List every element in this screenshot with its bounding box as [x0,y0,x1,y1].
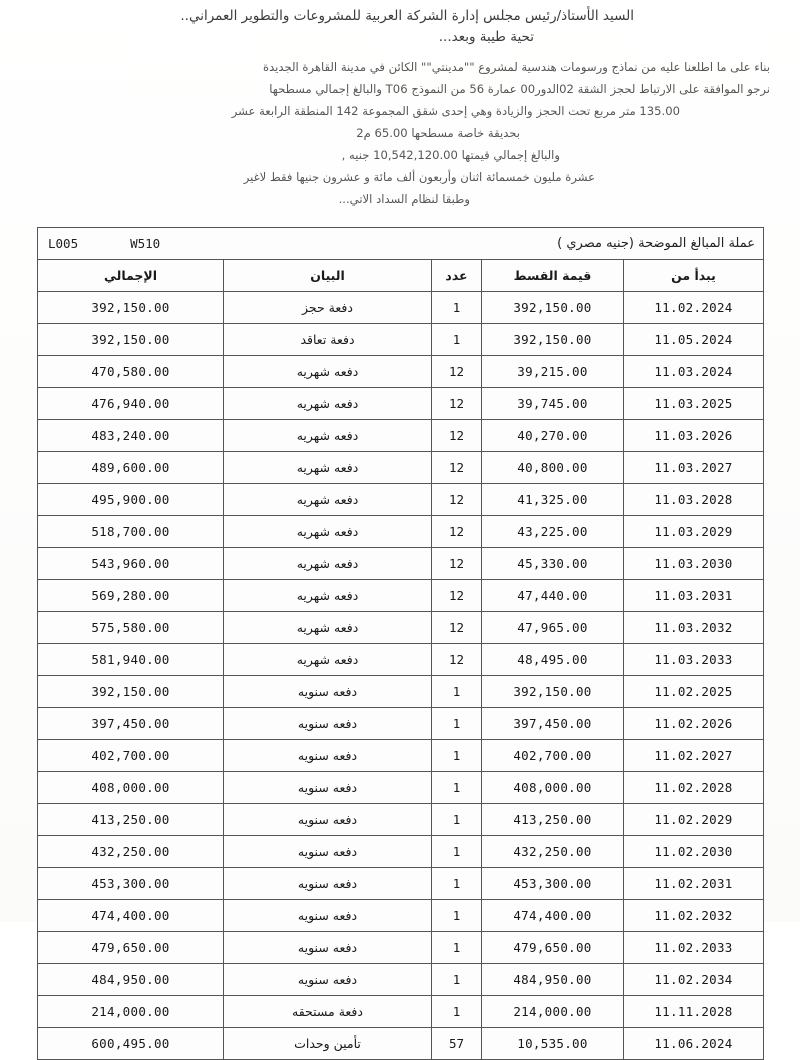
table-row [38,292,764,324]
table-row [38,868,764,900]
cell-total: 483,240.00 [38,420,224,452]
cell-date: 11.03.2025 [624,388,764,420]
letter-body [26,56,770,210]
currency-note: عملة المبالغ الموضحة (جنيه مصري ) [557,236,755,251]
cell-count: 1 [432,676,482,708]
cell-count: 1 [432,804,482,836]
column-header-date: يبدأ من [624,260,764,292]
payment-rows [38,292,764,1060]
cell-total: 575,580.00 [38,612,224,644]
cell-date: 11.02.2026 [624,708,764,740]
cell-installment: 479,650.00 [482,932,624,964]
body-line-7: وطبقا لنظام السداد الاتي... [338,192,470,206]
cell-installment: 47,440.00 [482,580,624,612]
cell-installment: 47,965.00 [482,612,624,644]
body-line-4: بحديقة خاصة مسطحها 65.00 م2 [356,126,520,140]
table-row [38,420,764,452]
cell-count: 12 [432,644,482,676]
cell-date: 11.02.2034 [624,964,764,996]
cell-description: دفعه شهريه [224,580,432,612]
greeting-line: تحية طيبة وبعد... [438,29,534,45]
cell-description: دفعه سنويه [224,772,432,804]
cell-date: 11.03.2026 [624,420,764,452]
cell-total: 453,300.00 [38,868,224,900]
cell-description: دفعه شهريه [224,356,432,388]
cell-count: 12 [432,580,482,612]
cell-date: 11.02.2030 [624,836,764,868]
cell-date: 11.03.2030 [624,548,764,580]
cell-description: دفعه شهريه [224,644,432,676]
table-row [38,964,764,996]
recipient-line: السيد الأستاذ/رئيس مجلس إدارة الشركة العربية للمشروعات والتطوير العمراني.. [180,8,634,24]
cell-total: 476,940.00 [38,388,224,420]
currency-header-cell [38,228,764,260]
cell-installment: 392,150.00 [482,676,624,708]
cell-count: 12 [432,356,482,388]
table-row [38,996,764,1028]
table-row [38,356,764,388]
cell-description: دفعه شهريه [224,420,432,452]
cell-date: 11.03.2028 [624,484,764,516]
cell-count: 12 [432,452,482,484]
column-header-row [38,260,764,292]
cell-description: دفعه سنويه [224,932,432,964]
cell-description: دفعه سنويه [224,804,432,836]
cell-date: 11.03.2031 [624,580,764,612]
code-secondary: L005 [48,236,79,251]
cell-count: 1 [432,292,482,324]
cell-installment: 392,150.00 [482,324,624,356]
cell-date: 11.02.2028 [624,772,764,804]
table-row [38,612,764,644]
cell-count: 1 [432,932,482,964]
cell-description: دفعه شهريه [224,484,432,516]
cell-total: 402,700.00 [38,740,224,772]
letter-header [28,6,764,48]
cell-description: دفعه شهريه [224,516,432,548]
cell-installment: 392,150.00 [482,292,624,324]
cell-total: 214,000.00 [38,996,224,1028]
table-row [38,548,764,580]
cell-count: 1 [432,836,482,868]
cell-total: 543,960.00 [38,548,224,580]
cell-total: 470,580.00 [38,356,224,388]
page-footer-ghost [10,906,790,920]
cell-total: 489,600.00 [38,452,224,484]
cell-description: دفعه سنويه [224,964,432,996]
table-row [38,452,764,484]
payment-schedule-table-wrap [38,227,764,1060]
unit-codes [48,236,250,251]
cell-date: 11.03.2033 [624,644,764,676]
table-row [38,836,764,868]
cell-total: 581,940.00 [38,644,224,676]
cell-count: 12 [432,388,482,420]
cell-count: 12 [432,516,482,548]
table-row [38,580,764,612]
cell-total: 408,000.00 [38,772,224,804]
cell-installment: 48,495.00 [482,644,624,676]
cell-installment: 39,745.00 [482,388,624,420]
cell-description: دفعه سنويه [224,740,432,772]
cell-count: 57 [432,1028,482,1060]
cell-installment: 484,950.00 [482,964,624,996]
payment-schedule-table [37,227,764,1060]
table-row [38,676,764,708]
cell-total: 484,950.00 [38,964,224,996]
cell-count: 1 [432,772,482,804]
cell-total: 413,250.00 [38,804,224,836]
body-line-6: عشرة مليون خمسمائة اثنان وأربعون ألف مائة و عشرون جنيها فقط لاغير [243,170,595,184]
cell-date: 11.06.2024 [624,1028,764,1060]
cell-installment: 43,225.00 [482,516,624,548]
body-line-1: بناء على ما اطلعنا عليه من نماذج ورسومات هندسية لمشروع ""مدينتي"" الكائن في مدينة القاهرة الجديدة [263,60,770,74]
cell-total: 392,150.00 [38,324,224,356]
cell-installment: 402,700.00 [482,740,624,772]
cell-count: 1 [432,900,482,932]
cell-installment: 214,000.00 [482,996,624,1028]
cell-date: 11.05.2024 [624,324,764,356]
cell-installment: 41,325.00 [482,484,624,516]
cell-date: 11.02.2025 [624,676,764,708]
currency-header-row [38,228,764,260]
table-row [38,644,764,676]
cell-date: 11.02.2031 [624,868,764,900]
cell-installment: 432,250.00 [482,836,624,868]
cell-description: دفعه سنويه [224,836,432,868]
cell-installment: 453,300.00 [482,868,624,900]
cell-count: 1 [432,740,482,772]
table-row [38,804,764,836]
cell-date: 11.02.2029 [624,804,764,836]
body-line-3: 135.00 متر مربع تحت الحجز والزيادة وهي إحدى شقق المجموعة 142 المنطقة الرابعة عشر [231,104,680,118]
cell-installment: 40,270.00 [482,420,624,452]
cell-date: 11.03.2027 [624,452,764,484]
cell-description: دفعه سنويه [224,868,432,900]
cell-description: دفعة مستحقه [224,996,432,1028]
table-row [38,484,764,516]
cell-installment: 39,215.00 [482,356,624,388]
cell-description: دفعة حجز [224,292,432,324]
cell-count: 12 [432,484,482,516]
cell-count: 1 [432,324,482,356]
cell-total: 392,150.00 [38,292,224,324]
body-line-2: نرجو الموافقة على الارتباط لحجز الشقة 02الدور00 عمارة 56 من النموذج T06 والبالغ إجمالي مسطحها [269,82,770,96]
cell-date: 11.03.2029 [624,516,764,548]
table-row [38,708,764,740]
cell-count: 1 [432,996,482,1028]
cell-installment: 10,535.00 [482,1028,624,1060]
cell-description: دفعة تعاقد [224,324,432,356]
column-header-count: عدد [432,260,482,292]
cell-description: دفعه شهريه [224,548,432,580]
cell-installment: 45,330.00 [482,548,624,580]
cell-installment: 474,400.00 [482,900,624,932]
cell-description: تأمين وحدات [224,1028,432,1060]
cell-count: 1 [432,868,482,900]
cell-description: دفعه شهريه [224,612,432,644]
cell-total: 397,450.00 [38,708,224,740]
cell-date: 11.11.2028 [624,996,764,1028]
cell-date: 11.03.2024 [624,356,764,388]
cell-description: دفعه شهريه [224,452,432,484]
cell-installment: 397,450.00 [482,708,624,740]
cell-installment: 408,000.00 [482,772,624,804]
body-line-5: والبالغ إجمالي قيمتها 10,542,120.00 جنيه , [341,148,560,162]
table-row [38,1028,764,1060]
cell-count: 1 [432,708,482,740]
cell-count: 1 [432,964,482,996]
cell-description: دفعه سنويه [224,900,432,932]
table-row [38,388,764,420]
cell-installment: 40,800.00 [482,452,624,484]
cell-total: 569,280.00 [38,580,224,612]
cell-total: 474,400.00 [38,900,224,932]
cell-total: 479,650.00 [38,932,224,964]
table-row [38,324,764,356]
cell-description: دفعه سنويه [224,676,432,708]
cell-installment: 413,250.00 [482,804,624,836]
table-row [38,740,764,772]
cell-date: 11.02.2024 [624,292,764,324]
table-row [38,772,764,804]
cell-count: 12 [432,612,482,644]
column-header-description: البيان [224,260,432,292]
cell-count: 12 [432,420,482,452]
cell-date: 11.02.2033 [624,932,764,964]
cell-total: 518,700.00 [38,516,224,548]
column-header-total: الإجمالي [38,260,224,292]
column-header-installment: قيمة القسط [482,260,624,292]
cell-description: دفعه شهريه [224,388,432,420]
cell-date: 11.03.2032 [624,612,764,644]
table-row [38,932,764,964]
cell-total: 392,150.00 [38,676,224,708]
cell-total: 432,250.00 [38,836,224,868]
code-primary: W510 [130,236,161,251]
cell-count: 12 [432,548,482,580]
cell-description: دفعه سنويه [224,708,432,740]
cell-date: 11.02.2032 [624,900,764,932]
cell-date: 11.02.2027 [624,740,764,772]
cell-total: 495,900.00 [38,484,224,516]
table-row [38,516,764,548]
cell-total: 600,495.00 [38,1028,224,1060]
